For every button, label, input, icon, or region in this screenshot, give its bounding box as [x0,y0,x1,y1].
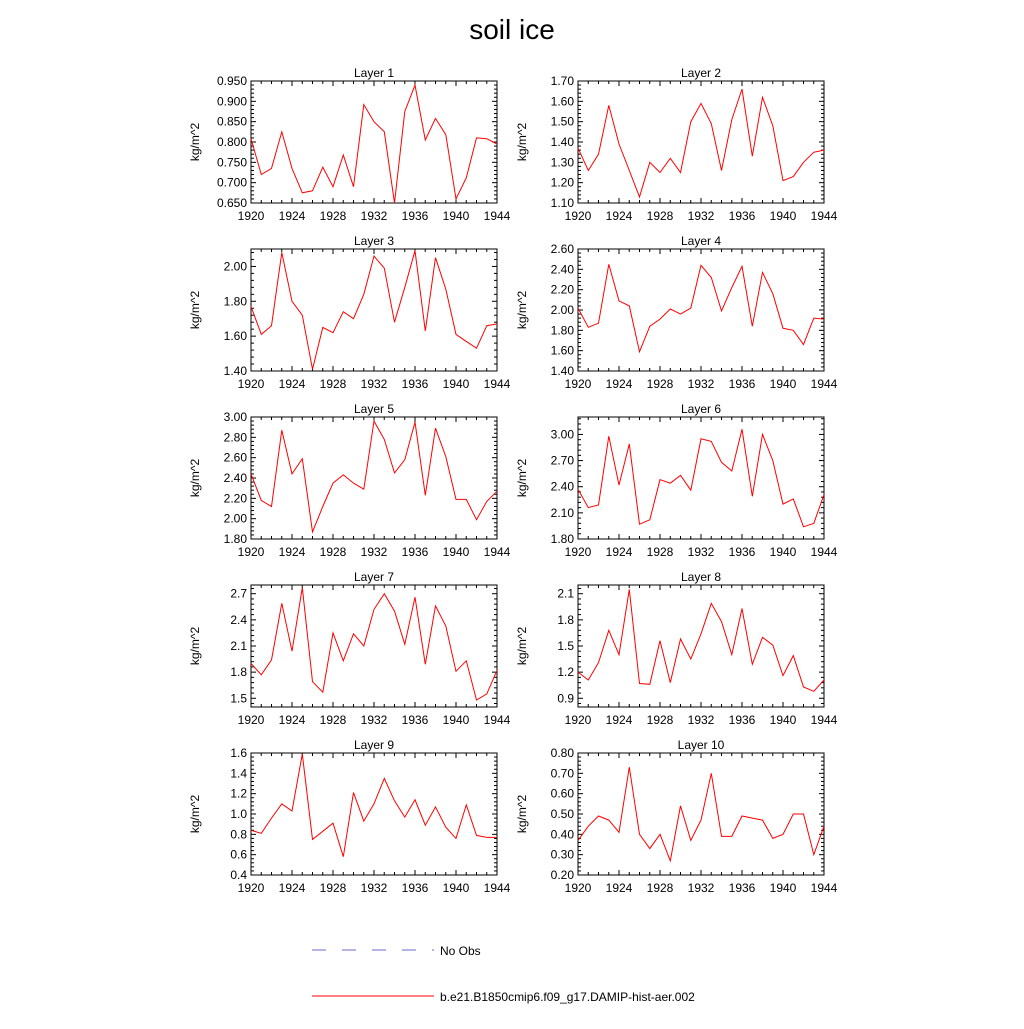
y-tick-label: 0.4 [230,868,247,882]
y-tick-label: 2.20 [223,491,247,506]
y-tick-label: 2.7 [230,586,247,601]
x-tick-label: 1940 [442,377,470,391]
x-tick-label: 1924 [605,377,633,391]
y-tick-label: 2.1 [230,639,247,653]
series-line [251,251,497,370]
x-tick-label: 1920 [237,209,265,223]
panel-title: Layer 3 [353,234,395,248]
y-tick-label: 0.900 [216,94,247,109]
y-tick-label: 1.40 [550,364,574,378]
plot-frame [251,417,497,539]
y-tick-label: 1.5 [230,691,247,706]
y-tick-label: 2.80 [223,430,247,445]
x-tick-label: 1928 [646,881,674,895]
x-tick-label: 1936 [728,209,756,223]
x-tick-label: 1920 [564,209,592,223]
y-tick-label: 1.4 [230,766,247,781]
series-line [251,588,497,700]
x-tick-label: 1920 [237,881,265,895]
x-tick-label: 1924 [278,209,306,223]
y-tick-label: 2.20 [550,282,574,297]
series-line [251,85,497,203]
x-tick-label: 1944 [810,377,838,391]
y-tick-label: 1.80 [223,294,247,309]
x-tick-label: 1940 [769,209,797,223]
y-tick-label: 2.00 [550,303,574,317]
y-tick-label: 1.0 [230,807,247,821]
x-tick-label: 1924 [605,881,633,895]
plot-frame [251,81,497,203]
x-tick-label: 1928 [646,713,674,727]
x-tick-label: 1920 [564,377,592,391]
panel-title: Layer 6 [680,402,722,416]
x-tick-label: 1928 [319,209,347,223]
x-tick-label: 1924 [605,713,633,727]
plot-frame [578,753,824,875]
panel-title: Layer 2 [680,66,722,80]
y-axis-label: kg/m^2 [515,290,529,330]
series-line [251,421,497,532]
y-tick-label: 0.60 [550,786,574,801]
y-tick-label: 1.80 [550,323,574,338]
x-tick-label: 1932 [687,545,715,559]
x-tick-label: 1944 [483,881,511,895]
y-tick-label: 0.8 [230,827,247,842]
y-tick-label: 0.6 [230,847,247,862]
x-tick-label: 1928 [646,377,674,391]
y-tick-label: 0.40 [550,827,574,842]
x-tick-label: 1932 [687,881,715,895]
x-tick-label: 1924 [605,545,633,559]
y-tick-label: 0.800 [216,135,247,149]
x-tick-label: 1920 [237,545,265,559]
x-tick-label: 1944 [810,881,838,895]
y-axis-label: kg/m^2 [188,122,202,162]
legend-label-model: b.e21.B1850cmip6.f09_g17.DAMIP-hist-aer.002 [440,990,695,1004]
x-tick-label: 1920 [237,377,265,391]
y-axis-label: kg/m^2 [515,458,529,498]
x-tick-label: 1924 [605,209,633,223]
x-tick-label: 1932 [360,881,388,895]
y-tick-label: 1.60 [550,94,574,109]
figure-title: soil ice [469,14,555,45]
x-tick-label: 1924 [278,545,306,559]
series-line [578,767,824,861]
x-tick-label: 1932 [360,545,388,559]
legend-label-no-obs: No Obs [440,944,481,958]
x-tick-label: 1936 [728,545,756,559]
panel-title: Layer 1 [353,66,395,80]
x-tick-label: 1928 [319,881,347,895]
y-tick-label: 2.70 [550,453,574,468]
y-tick-label: 1.8 [230,665,247,680]
y-axis-label: kg/m^2 [515,626,529,666]
x-tick-label: 1924 [278,881,306,895]
y-tick-label: 0.50 [550,807,574,821]
x-tick-label: 1932 [360,377,388,391]
y-tick-label: 1.40 [550,135,574,149]
y-tick-label: 0.80 [550,746,574,760]
panel-title: Layer 8 [680,570,722,584]
y-tick-label: 0.950 [216,74,247,88]
x-tick-label: 1932 [360,713,388,727]
x-tick-label: 1928 [319,713,347,727]
x-tick-label: 1944 [810,713,838,727]
y-tick-label: 1.30 [550,155,574,170]
y-tick-label: 1.20 [550,175,574,190]
y-tick-label: 3.00 [550,427,574,442]
y-tick-label: 2.40 [223,471,247,485]
plot-frame [251,249,497,371]
y-tick-label: 1.80 [550,532,574,546]
series-line [578,264,824,351]
y-tick-label: 1.50 [550,114,574,129]
y-tick-label: 3.00 [223,410,247,424]
x-tick-label: 1944 [483,377,511,391]
y-tick-label: 0.20 [550,868,574,882]
y-tick-label: 1.2 [557,665,574,680]
series-line [578,429,824,527]
y-tick-label: 0.650 [216,196,247,210]
plot-frame [578,81,824,203]
x-tick-label: 1936 [728,377,756,391]
x-tick-label: 1940 [442,713,470,727]
y-tick-label: 0.30 [550,847,574,862]
x-tick-label: 1940 [769,713,797,727]
y-tick-label: 2.00 [223,511,247,526]
x-tick-label: 1940 [769,377,797,391]
plot-frame [251,753,497,875]
plot-frame [578,417,824,539]
y-tick-label: 1.5 [557,639,574,653]
y-tick-label: 1.2 [230,786,247,801]
x-tick-label: 1940 [442,881,470,895]
y-tick-label: 2.1 [557,586,574,601]
y-tick-label: 2.40 [550,262,574,277]
x-tick-label: 1932 [360,209,388,223]
x-tick-label: 1936 [401,377,429,391]
y-tick-label: 2.40 [550,479,574,494]
x-tick-label: 1940 [442,545,470,559]
plot-frame [251,585,497,707]
x-tick-label: 1936 [401,545,429,559]
panel-title: Layer 5 [353,402,395,416]
x-tick-label: 1928 [319,377,347,391]
y-tick-label: 1.10 [550,196,574,210]
panel-title: Layer 7 [353,570,395,584]
y-axis-label: kg/m^2 [188,458,202,498]
x-tick-label: 1944 [483,209,511,223]
y-axis-label: kg/m^2 [188,794,202,834]
x-tick-label: 1928 [646,545,674,559]
series-line [251,754,497,857]
x-tick-label: 1936 [401,881,429,895]
x-tick-label: 1936 [728,881,756,895]
x-tick-label: 1924 [278,713,306,727]
x-tick-label: 1924 [278,377,306,391]
x-tick-label: 1920 [564,881,592,895]
y-tick-label: 1.70 [550,74,574,88]
x-tick-label: 1936 [401,209,429,223]
y-tick-label: 0.750 [216,155,247,170]
y-axis-label: kg/m^2 [515,794,529,834]
x-tick-label: 1932 [687,713,715,727]
y-tick-label: 2.60 [550,242,574,256]
y-tick-label: 2.00 [223,259,247,274]
x-tick-label: 1928 [646,209,674,223]
x-tick-label: 1920 [237,713,265,727]
x-tick-label: 1940 [769,545,797,559]
series-line [578,89,824,197]
y-tick-label: 1.60 [550,343,574,358]
x-tick-label: 1940 [442,209,470,223]
y-tick-label: 2.60 [223,450,247,465]
x-tick-label: 1920 [564,713,592,727]
y-tick-label: 1.40 [223,364,247,378]
x-tick-label: 1944 [483,713,511,727]
y-tick-label: 0.70 [550,766,574,781]
x-tick-label: 1944 [810,209,838,223]
y-tick-label: 1.8 [557,612,574,627]
y-tick-label: 0.700 [216,175,247,190]
x-tick-label: 1936 [728,713,756,727]
x-tick-label: 1928 [319,545,347,559]
x-tick-label: 1944 [483,545,511,559]
panel-title: Layer 9 [353,738,395,752]
y-axis-label: kg/m^2 [188,626,202,666]
x-tick-label: 1936 [401,713,429,727]
panel-title: Layer 4 [680,234,722,248]
x-tick-label: 1932 [687,209,715,223]
y-axis-label: kg/m^2 [515,122,529,162]
y-tick-label: 1.60 [223,329,247,344]
series-line [578,589,824,691]
x-tick-label: 1944 [810,545,838,559]
y-tick-label: 2.4 [230,612,247,627]
x-tick-label: 1932 [687,377,715,391]
y-axis-label: kg/m^2 [188,290,202,330]
x-tick-label: 1940 [769,881,797,895]
y-tick-label: 2.10 [550,505,574,520]
y-tick-label: 1.6 [230,746,247,760]
y-tick-label: 0.850 [216,114,247,129]
y-tick-label: 1.80 [223,532,247,546]
y-tick-label: 0.9 [557,691,574,706]
panel-title: Layer 10 [677,738,725,752]
x-tick-label: 1920 [564,545,592,559]
